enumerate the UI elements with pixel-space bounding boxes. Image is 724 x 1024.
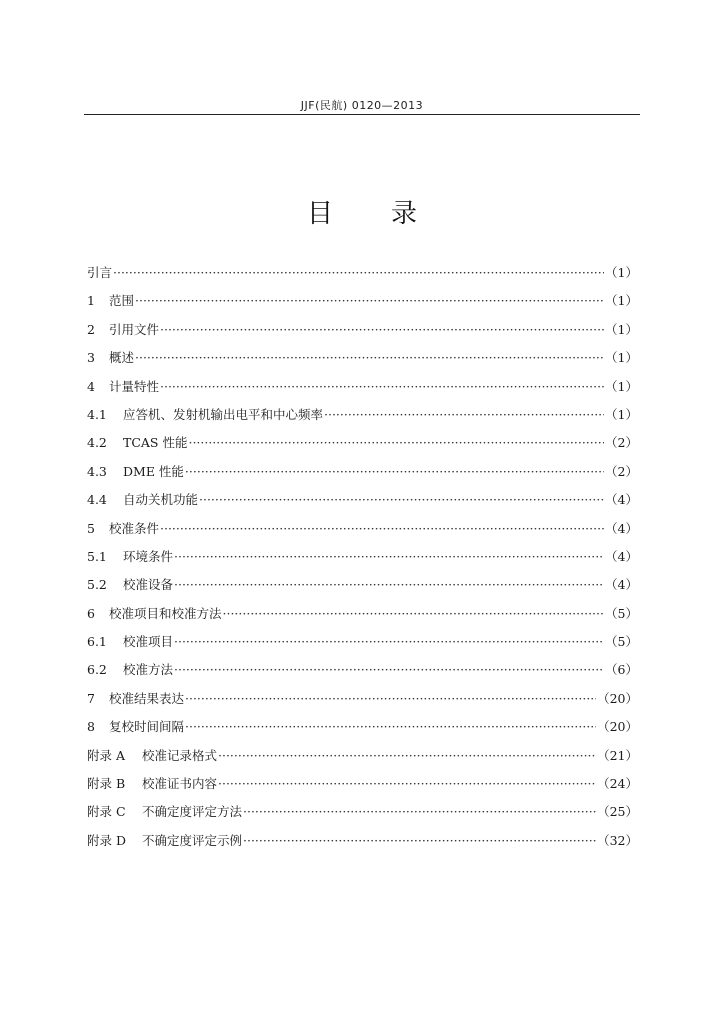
- toc-page-number: （20）: [597, 690, 638, 706]
- toc-leader-dots: [160, 373, 604, 401]
- toc-page-number: （1）: [605, 350, 638, 366]
- toc-entry-title: 不确定度评定示例: [142, 832, 243, 848]
- toc-leader-dots: [174, 656, 604, 684]
- toc-entry-title: 校准记录格式: [142, 747, 218, 763]
- table-of-contents: [87, 259, 638, 855]
- toc-section-number: 7: [87, 690, 95, 706]
- toc-entry-title: 校准设备: [123, 577, 174, 593]
- toc-entry-appendix-c[interactable]: [87, 798, 638, 826]
- toc-entry-6[interactable]: [87, 600, 638, 628]
- toc-section-number: 附录 A: [87, 747, 126, 763]
- toc-section-number: 2: [87, 321, 95, 337]
- toc-entry-title: 计量特性: [109, 378, 160, 394]
- toc-entry-5-1[interactable]: [87, 543, 638, 571]
- toc-leader-dots: [135, 344, 604, 372]
- toc-entry-title: 校准方法: [123, 662, 174, 678]
- toc-entry-appendix-d[interactable]: [87, 827, 638, 855]
- toc-leader-dots: [113, 259, 604, 287]
- toc-entry-title: 范围: [109, 293, 135, 309]
- toc-entry-4[interactable]: [87, 373, 638, 401]
- toc-entry-4-2[interactable]: [87, 429, 638, 457]
- toc-page-number: （1）: [605, 321, 638, 337]
- toc-leader-dots: [174, 628, 604, 656]
- toc-section-number: 附录 C: [87, 804, 126, 820]
- toc-page-number: （6）: [605, 662, 638, 678]
- toc-entry-title: 引用文件: [109, 321, 160, 337]
- toc-entry-title: 复校时间间隔: [109, 719, 185, 735]
- toc-page-number: （25）: [597, 804, 638, 820]
- toc-section-number: 8: [87, 719, 95, 735]
- toc-page-number: （4）: [605, 492, 638, 508]
- page-header: JJF(民航) 0120—2013: [300, 99, 424, 112]
- toc-section-number: 4.3: [87, 463, 107, 479]
- toc-entry-title: 校准项目: [123, 634, 174, 650]
- toc-page-number: （1）: [605, 265, 638, 280]
- toc-entry-title: 应答机、发射机输出电平和中心频率: [123, 406, 324, 422]
- toc-entry-1[interactable]: [87, 287, 638, 315]
- toc-leader-dots: [174, 543, 604, 571]
- toc-section-number: 1: [87, 293, 95, 309]
- toc-section-number: 6.2: [87, 662, 107, 678]
- toc-entry-title: 校准项目和校准方法: [109, 605, 222, 621]
- toc-section-number: 4: [87, 378, 95, 394]
- toc-leader-dots: [185, 713, 596, 741]
- toc-entry-7[interactable]: [87, 685, 638, 713]
- toc-entry-title: 不确定度评定方法: [142, 804, 243, 820]
- toc-entry-5-2[interactable]: [87, 571, 638, 599]
- toc-section-number: 6.1: [87, 634, 107, 650]
- page-title: [0, 193, 724, 230]
- toc-section-number: 5.1: [87, 548, 107, 564]
- toc-page-number: （1）: [605, 293, 638, 309]
- toc-leader-dots: [218, 742, 596, 770]
- toc-leader-dots: [243, 827, 596, 855]
- toc-entry-4-4[interactable]: [87, 486, 638, 514]
- toc-page-number: （1）: [605, 378, 638, 394]
- toc-leader-dots: [243, 798, 596, 826]
- toc-entry-2[interactable]: [87, 316, 638, 344]
- toc-entry-6-2[interactable]: [87, 656, 638, 684]
- toc-leader-dots: [185, 458, 604, 486]
- toc-page-number: （24）: [597, 776, 638, 792]
- page-title-part1: 目: [306, 199, 333, 229]
- toc-section-number: 4.1: [87, 406, 107, 422]
- toc-entry-intro[interactable]: [87, 259, 638, 287]
- toc-page-number: （2）: [605, 463, 638, 479]
- toc-entry-title: 环境条件: [123, 548, 174, 564]
- toc-leader-dots: [324, 401, 604, 429]
- toc-section-number: 附录 B: [87, 776, 126, 792]
- toc-section-number: 6: [87, 605, 95, 621]
- toc-entry-title: 自动关机功能: [123, 492, 199, 508]
- toc-page-number: （1）: [605, 406, 638, 422]
- toc-leader-dots: [135, 287, 604, 315]
- toc-entry-5[interactable]: [87, 515, 638, 543]
- toc-entry-title: TCAS 性能: [123, 435, 188, 451]
- toc-leader-dots: [218, 770, 596, 798]
- toc-entry-title: 校准条件: [109, 520, 160, 536]
- toc-section-number: 5.2: [87, 577, 107, 593]
- toc-section-number: 3: [87, 350, 95, 366]
- toc-entry-3[interactable]: [87, 344, 638, 372]
- toc-entry-title: 引言: [87, 265, 113, 280]
- toc-page-number: （4）: [605, 577, 638, 593]
- toc-entry-title: DME 性能: [123, 463, 184, 479]
- toc-entry-6-1[interactable]: [87, 628, 638, 656]
- toc-section-number: 附录 D: [87, 832, 126, 848]
- toc-entry-appendix-b[interactable]: [87, 770, 638, 798]
- toc-entry-title: 概述: [109, 350, 135, 366]
- toc-leader-dots: [160, 515, 604, 543]
- toc-section-number: 5: [87, 520, 95, 536]
- toc-entry-title: 校准证书内容: [142, 776, 218, 792]
- toc-leader-dots: [174, 571, 604, 599]
- toc-section-number: 4.2: [87, 435, 107, 451]
- header-divider: [84, 114, 640, 115]
- toc-entry-title: 校准结果表达: [109, 690, 185, 706]
- toc-page-number: （20）: [597, 719, 638, 735]
- toc-leader-dots: [185, 685, 596, 713]
- toc-entry-8[interactable]: [87, 713, 638, 741]
- toc-entry-4-3[interactable]: [87, 458, 638, 486]
- toc-leader-dots: [199, 486, 604, 514]
- toc-page-number: （4）: [605, 548, 638, 564]
- toc-leader-dots: [160, 316, 604, 344]
- toc-page-number: （4）: [605, 520, 638, 536]
- toc-page-number: （5）: [605, 634, 638, 650]
- toc-page-number: （32）: [597, 832, 638, 848]
- toc-entry-appendix-a[interactable]: [87, 742, 638, 770]
- toc-page-number: （5）: [605, 605, 638, 621]
- toc-entry-4-1[interactable]: [87, 401, 638, 429]
- toc-leader-dots: [188, 429, 604, 457]
- toc-page-number: （2）: [605, 435, 638, 451]
- toc-leader-dots: [223, 600, 605, 628]
- toc-page-number: （21）: [597, 747, 638, 763]
- toc-section-number: 4.4: [87, 492, 107, 508]
- page-title-part2: 录: [391, 199, 418, 229]
